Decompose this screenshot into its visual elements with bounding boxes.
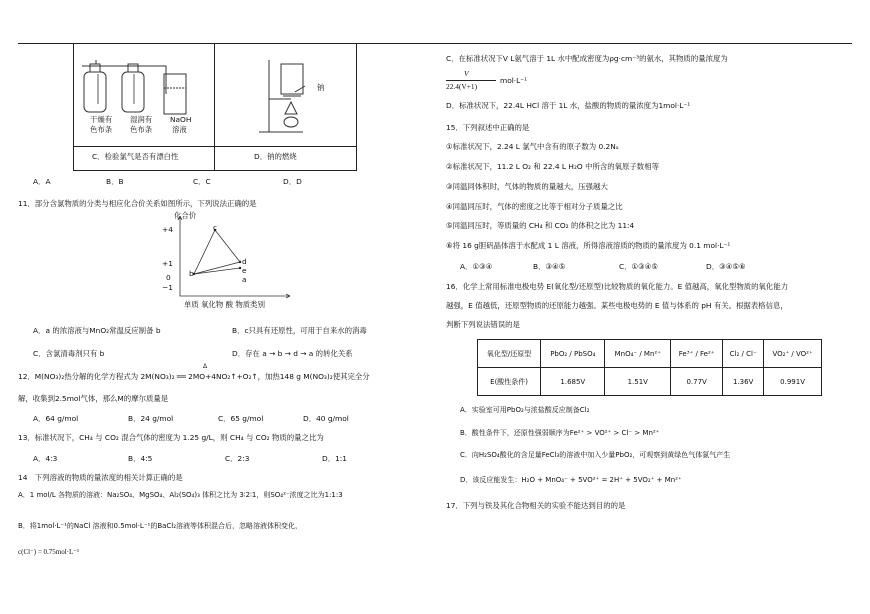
electrode-potential-table — [477, 339, 822, 396]
header-cell: VO₂⁺ / VO²⁺ — [764, 340, 822, 368]
q12-delta: Δ — [203, 363, 208, 370]
y-tick-minus1: −1 — [162, 283, 173, 292]
table-header-row — [478, 340, 822, 368]
q13-option-b: B．4:5 — [128, 454, 153, 463]
fraction-bar — [446, 80, 496, 81]
q14-option-c-fraction — [446, 70, 566, 94]
q13-option-d: D．1:1 — [322, 454, 347, 463]
point-b: b — [189, 269, 194, 278]
q11-option-a: A．a 的浓溶液与MnO₂常温反应制备 b — [33, 326, 161, 335]
q11-option-b: B．c只具有还原性，可用于自来水的消毒 — [232, 326, 367, 335]
x-axis-label: 单质 氧化物 酸 物质类别 — [184, 300, 265, 309]
q14-option-b-result: c(Cl⁻) = 0.75mol·L⁻¹ — [18, 548, 80, 556]
q11-option-c: C．含氯清毒剂只有 b — [33, 349, 105, 358]
table-cell: E(酸性条件) — [478, 368, 541, 396]
q16-line2: 越强，E 值越低，还原型物质的还原能力越强。某些电极电势的 E 值与体系的 pH 有关。根据表格信息， — [446, 301, 788, 310]
q14-option-d: D．标准状况下，22.4L HCl 溶于 1L 水，盐酸的物质的量浓度为1mol·L⁻¹ — [446, 101, 691, 110]
sodium-combustion-apparatus — [215, 44, 355, 144]
fraction-numerator: V — [464, 69, 469, 78]
q10-option-a: A．A — [33, 177, 51, 186]
header-cell: Cl₂ / Cl⁻ — [723, 340, 764, 368]
fraction-unit: mol·L⁻¹ — [500, 76, 528, 85]
y-tick-plus4: +4 — [162, 225, 173, 234]
q14-option-a: A．1 mol/L 各物质的溶液：Na₂SO₄、MgSO₄、Al₂(SO₄)₃ 体积之比为 3∶2∶1，则SO₄²⁻浓度之比为1:1:3 — [18, 491, 343, 499]
apparatus-figure-table — [73, 44, 357, 171]
valence-class-diagram — [160, 212, 300, 310]
header-cell: 氧化型/还原型 — [478, 340, 541, 368]
wet-cloth-label-1: 湿润有 — [130, 115, 153, 124]
q17-stem: 17．下列与铁及其化合物相关的实验不能达到目的的是 — [446, 501, 626, 510]
header-cell: MnO₄⁻ / Mn²⁺ — [605, 340, 671, 368]
q13-option-c: C．2:3 — [225, 454, 250, 463]
q15-option-a: A．①③④ — [460, 262, 493, 271]
q14-option-c-line1: C．在标准状况下V L氨气溶于 1L 水中配成密度为ρg·cm⁻³的氨水，其物质的量浓度为 — [446, 54, 728, 63]
q16-option-c: C．向H₂SO₄酸化的含足量FeCl₃的溶液中加入少量PbO₂，可观察到黄绿色气体氯气产生 — [460, 451, 731, 459]
table-cell: 0.77V — [671, 368, 723, 396]
q10-option-b: B．B — [106, 177, 124, 186]
point-d: d — [242, 257, 247, 266]
q11-option-d: D．存在 a → b → d → a 的转化关系 — [232, 349, 353, 358]
q15-item-6: ⑥将 16 g胆矾晶体溶于水配成 1 L 溶液，所得溶液溶质的物质的量浓度为 0.1 mol·L⁻¹ — [446, 241, 731, 250]
q14-option-b: B．将1mol·L⁻¹的NaCl 溶液和0.5mol·L⁻¹的BaCl₂溶液等体积混合后，忽略溶液体积变化， — [18, 522, 303, 530]
q15-option-b: B．③④⑤ — [533, 262, 566, 271]
q13-stem: 13．标准状况下，CH₄ 与 CO₂ 混合气体的密度为 1.25 g/L，则 CH₄ 与 CO₂ 物质的量之比为 — [18, 433, 324, 442]
naoh-label-2: 溶液 — [172, 125, 187, 134]
dry-cloth-label-1: 干燥有 — [90, 115, 113, 124]
q12-option-a: A．64 g/mol — [33, 414, 79, 423]
header-cell: Fe³⁺ / Fe²⁺ — [671, 340, 723, 368]
q15-item-5: ⑤同温同压时，等质量的 CH₄ 和 CO₂ 的体积之比为 11:4 — [446, 221, 635, 230]
q16-option-b: B．酸性条件下，还原性强弱顺序为Fe²⁺ > VO²⁺ > Cl⁻ > Mn²⁺ — [460, 429, 660, 437]
q13-option-a: A．4:3 — [33, 454, 58, 463]
q11-stem: 11．部分含氯物质的分类与相应化合价关系如图所示，下列说法正确的是 — [18, 199, 257, 208]
q12-option-b: B．24 g/mol — [128, 414, 174, 423]
table-cell: 1.36V — [723, 368, 764, 396]
q15-item-2: ②标准状况下，11.2 L O₂ 和 22.4 L H₂O 中所含的氧原子数相等 — [446, 162, 659, 171]
y-axis-label: 化合价 — [174, 211, 197, 220]
wet-cloth-label-2: 色布条 — [130, 125, 153, 134]
point-c: c — [213, 223, 218, 232]
header-cell: PbO₂ / PbSO₄ — [541, 340, 605, 368]
q15-item-4: ④同温同压时，气体的密度之比等于相对分子质量之比 — [446, 202, 623, 211]
y-tick-zero: 0 — [166, 273, 171, 282]
q16-line1: 16．化学上常用标准电极电势 E(氧化型/还原型)比较物质的氧化能力。E 值越高，氧化型物质的氧化能力 — [446, 282, 789, 291]
q15-item-1: ①标准状况下，2.24 L 氯气中含有的原子数为 0.2Nₐ — [446, 142, 619, 151]
q10-option-c: C．C — [193, 177, 211, 186]
naoh-label-1: NaOH — [170, 115, 192, 124]
y-tick-plus1: +1 — [162, 259, 173, 268]
q16-option-a: A．实验室可用PbO₂与浓盐酸反应制备Cl₂ — [460, 406, 590, 414]
table-cell: 1.685V — [541, 368, 605, 396]
table-cell: 0.991V — [764, 368, 822, 396]
q12-line2: 解，收集到2.5mol气体，那么M的摩尔质量是 — [18, 394, 169, 403]
q12-option-d: D．40 g/mol — [303, 414, 349, 423]
point-e: e — [242, 266, 247, 275]
q16-option-d: D．该反应能发生：H₂O + MnO₄⁻ + 5VO²⁺ = 2H⁺ + 5VO₂⁺ + Mn²⁺ — [460, 476, 682, 484]
q15-item-3: ③同温同体积时，气体的物质的量越大，压强越大 — [446, 182, 608, 191]
q16-line3: 判断下列说法错误的是 — [446, 320, 520, 329]
q15-option-c: C．①③④⑤ — [619, 262, 659, 271]
q12-line1: 12．M(NO₃)₂热分解的化学方程式为 2M(NO₃)₂ ══ 2MO+4NO₂↑+O₂↑，加热148 g M(NO₃)₂使其完全分 — [18, 372, 370, 381]
q15-stem: 15．下列叙述中正确的是 — [446, 123, 530, 132]
q15-option-d: D．③④⑤⑥ — [706, 262, 746, 271]
dry-cloth-label-2: 色布条 — [90, 125, 113, 134]
sodium-label: 钠 — [317, 83, 325, 92]
fraction-denominator: 22.4(V+1) — [446, 82, 478, 91]
point-a: a — [242, 275, 247, 284]
q12-option-c: C．65 g/mol — [218, 414, 264, 423]
q10-option-d: D．D — [283, 177, 302, 186]
option-c-caption: C．检验氯气是否有漂白性 — [92, 152, 179, 161]
option-d-caption: D．钠的燃烧 — [254, 152, 297, 161]
table-row — [478, 368, 822, 396]
table-cell: 1.51V — [605, 368, 671, 396]
q14-stem: 14 下列溶液的物质的量浓度的相关计算正确的是 — [18, 473, 183, 482]
